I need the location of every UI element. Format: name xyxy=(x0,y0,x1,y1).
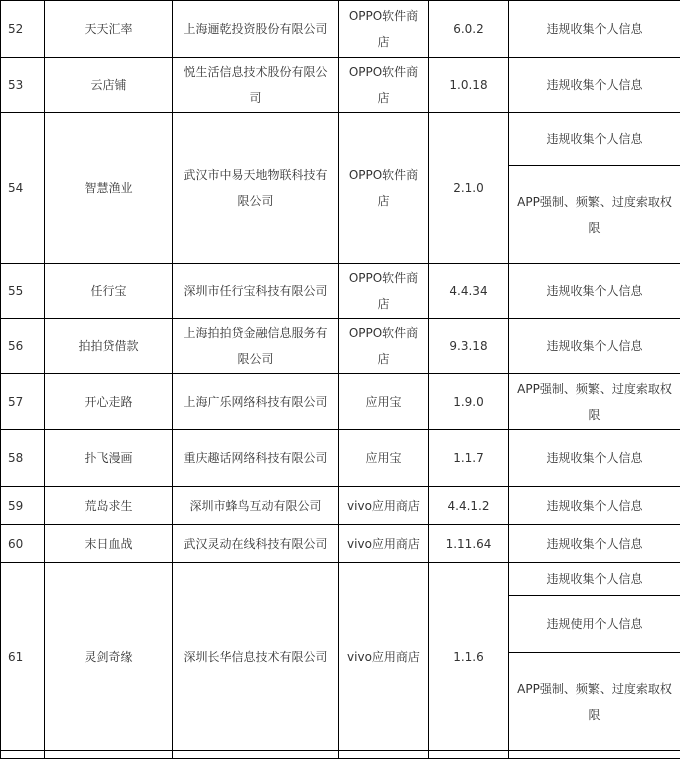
app-store: 应用宝 xyxy=(339,374,429,430)
app-version: 1.1.7 xyxy=(429,430,509,487)
company-name: 上海逦乾投资股份有限公司 xyxy=(173,1,339,58)
app-name: 云店铺 xyxy=(45,58,173,113)
app-version: 1.0.18 xyxy=(429,58,509,113)
company-name: 武汉灵动在线科技有限公司 xyxy=(173,525,339,563)
issue: 违规收集个人信息 xyxy=(509,1,680,58)
table-row xyxy=(1,113,680,166)
company-name: 上海拍拍贷金融信息服务有限公司 xyxy=(173,319,339,374)
app-name: 拍拍贷借款 xyxy=(45,319,173,374)
table-row xyxy=(1,374,680,430)
company-name: 深圳市任行宝科技有限公司 xyxy=(173,264,339,319)
app-store: OPPO软件商店 xyxy=(339,1,429,58)
app-version: 9.3.18 xyxy=(429,319,509,374)
company-name: 悦生活信息技术股份有限公司 xyxy=(173,58,339,113)
row-number: 53 xyxy=(1,58,45,113)
issue: 违规收集个人信息 xyxy=(509,113,680,166)
row-number: 55 xyxy=(1,264,45,319)
app-name: 扑飞漫画 xyxy=(45,430,173,487)
app-version: 2.1.0 xyxy=(429,113,509,264)
row-number: 60 xyxy=(1,525,45,563)
company-name: 武汉市中易天地物联科技有限公司 xyxy=(173,113,339,264)
company-name: 深圳市蜂鸟互动有限公司 xyxy=(173,487,339,525)
row-number: 61 xyxy=(1,563,45,751)
app-store: OPPO软件商店 xyxy=(339,58,429,113)
row-number: 52 xyxy=(1,1,45,58)
table-row xyxy=(1,319,680,374)
row-number: 54 xyxy=(1,113,45,264)
app-version: 1.1.6 xyxy=(429,563,509,751)
row-number: 58 xyxy=(1,430,45,487)
app-store: 应用宝 xyxy=(339,430,429,487)
app-version: 1.9.0 xyxy=(429,374,509,430)
table-row xyxy=(1,430,680,487)
issue: 违规收集个人信息 xyxy=(509,487,680,525)
app-store: OPPO软件商店 xyxy=(339,264,429,319)
app-name: 开心走路 xyxy=(45,374,173,430)
table-row xyxy=(1,563,680,596)
issue: APP强制、频繁、过度索取权限 xyxy=(509,374,680,430)
issue: 违规收集个人信息 xyxy=(509,319,680,374)
app-name: 灵剑奇缘 xyxy=(45,563,173,751)
issue: 违规使用个人信息 xyxy=(509,596,680,653)
app-name: 荒岛求生 xyxy=(45,487,173,525)
app-store: OPPO软件商店 xyxy=(339,319,429,374)
issue: 违规收集个人信息 xyxy=(509,430,680,487)
app-name: 末日血战 xyxy=(45,525,173,563)
issue: 违规收集个人信息 xyxy=(509,525,680,563)
app-store: vivo应用商店 xyxy=(339,563,429,751)
issue: 违规收集个人信息 xyxy=(509,264,680,319)
issue: APP强制、频繁、过度索取权限 xyxy=(509,653,680,751)
issue: 违规收集个人信息 xyxy=(509,58,680,113)
company-name: 重庆趣话网络科技有限公司 xyxy=(173,430,339,487)
company-name: 上海广乐网络科技有限公司 xyxy=(173,374,339,430)
table-row xyxy=(1,58,680,113)
table-row xyxy=(1,264,680,319)
row-number: 59 xyxy=(1,487,45,525)
issue: 违规收集个人信息 xyxy=(509,563,680,596)
company-name: 深圳长华信息技术有限公司 xyxy=(173,563,339,751)
table-row xyxy=(1,487,680,525)
table-row xyxy=(1,525,680,563)
app-name: 天天汇率 xyxy=(45,1,173,58)
issue: APP强制、频繁、过度索取权限 xyxy=(509,166,680,264)
app-version: 1.11.64 xyxy=(429,525,509,563)
table-row xyxy=(1,1,680,58)
app-name: 任行宝 xyxy=(45,264,173,319)
app-name: 智慧渔业 xyxy=(45,113,173,264)
row-number: 56 xyxy=(1,319,45,374)
app-store: OPPO软件商店 xyxy=(339,113,429,264)
app-version: 6.0.2 xyxy=(429,1,509,58)
app-store: vivo应用商店 xyxy=(339,525,429,563)
row-number: 57 xyxy=(1,374,45,430)
app-store: vivo应用商店 xyxy=(339,487,429,525)
app-version: 4.4.1.2 xyxy=(429,487,509,525)
app-version: 4.4.34 xyxy=(429,264,509,319)
